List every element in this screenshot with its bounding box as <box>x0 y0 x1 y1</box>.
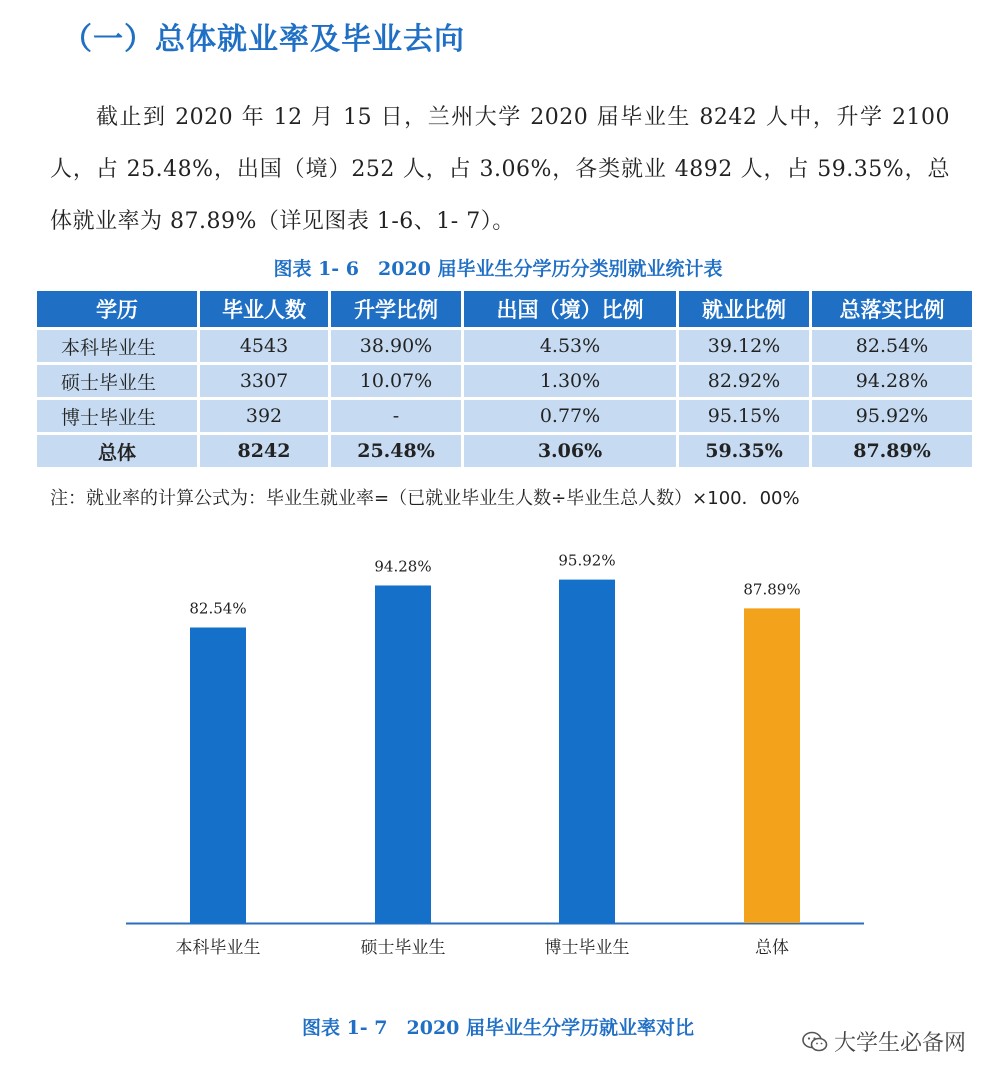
cell-abroad: 3.06% <box>464 435 676 467</box>
x-tick-label: 本科毕业生 <box>175 938 261 958</box>
header-degree: 学历 <box>37 291 197 327</box>
table-row <box>37 365 972 397</box>
data-label: 82.54% <box>189 599 247 618</box>
cell-total-placement: 87.89% <box>812 435 972 467</box>
bar <box>375 585 431 923</box>
data-label: 87.89% <box>743 580 801 599</box>
cell-employment: 95.15% <box>679 400 809 432</box>
cell-abroad: 4.53% <box>464 330 676 362</box>
data-label: 94.28% <box>374 557 432 576</box>
cell-degree: 本科毕业生 <box>37 330 197 362</box>
cell-further-study: 10.07% <box>331 365 461 397</box>
cell-abroad: 0.77% <box>464 400 676 432</box>
table-caption: 图表 1- 6 2020 届毕业生分学历分类别就业统计表 <box>273 258 723 280</box>
x-tick-label: 总体 <box>755 938 789 958</box>
cell-further-study: 25.48% <box>331 435 461 467</box>
cell-graduates: 392 <box>200 400 328 432</box>
cell-graduates: 3307 <box>200 365 328 397</box>
header-further-study: 升学比例 <box>331 291 461 327</box>
wechat-icon <box>802 1031 828 1053</box>
employment-rate-bar-chart <box>0 540 996 990</box>
cell-employment: 82.92% <box>679 365 809 397</box>
header-employment: 就业比例 <box>679 291 809 327</box>
cell-degree: 硕士毕业生 <box>37 365 197 397</box>
cell-graduates: 4543 <box>200 330 328 362</box>
x-tick-label: 博士毕业生 <box>544 938 630 958</box>
table-row-total <box>37 435 972 467</box>
employment-stats-table <box>34 288 975 470</box>
header-graduates: 毕业人数 <box>200 291 328 327</box>
summary-paragraph: 截止到 2020 年 12 月 15 日，兰州大学 2020 届毕业生 8242 人中，升学 2100 人，占 25.48%，出国（境）252 人，占 3.06%，各类就业 4892 人，占 59.35%，总体就业率为 87.89%（详见图表 1-6、1- 7）。 <box>50 105 950 234</box>
cell-total-placement: 82.54% <box>812 330 972 362</box>
table-header-row <box>37 291 972 327</box>
bar <box>559 580 615 923</box>
x-tick-label: 硕士毕业生 <box>360 938 446 958</box>
cell-total-placement: 94.28% <box>812 365 972 397</box>
watermark <box>802 1026 966 1057</box>
bar <box>744 608 800 923</box>
table-row <box>37 400 972 432</box>
cell-further-study: - <box>331 400 461 432</box>
table-row <box>37 330 972 362</box>
cell-abroad: 1.30% <box>464 365 676 397</box>
cell-degree: 总体 <box>37 435 197 467</box>
data-label: 95.92% <box>558 551 616 570</box>
cell-employment: 39.12% <box>679 330 809 362</box>
bar <box>190 628 246 923</box>
cell-degree: 博士毕业生 <box>37 400 197 432</box>
chart-caption: 图表 1- 7 2020 届毕业生分学历就业率对比 <box>301 1017 695 1039</box>
cell-total-placement: 95.92% <box>812 400 972 432</box>
header-abroad: 出国（境）比例 <box>464 291 676 327</box>
cell-employment: 59.35% <box>679 435 809 467</box>
section-heading: （一）总体就业率及毕业去向 <box>62 22 465 57</box>
cell-graduates: 8242 <box>200 435 328 467</box>
watermark-text: 大学生必备网 <box>833 1031 966 1056</box>
cell-further-study: 38.90% <box>331 330 461 362</box>
formula-note: 注：就业率的计算公式为：毕业生就业率=（已就业毕业生人数÷毕业生总人数）×100．00% <box>50 488 800 509</box>
header-total-placement: 总落实比例 <box>812 291 972 327</box>
